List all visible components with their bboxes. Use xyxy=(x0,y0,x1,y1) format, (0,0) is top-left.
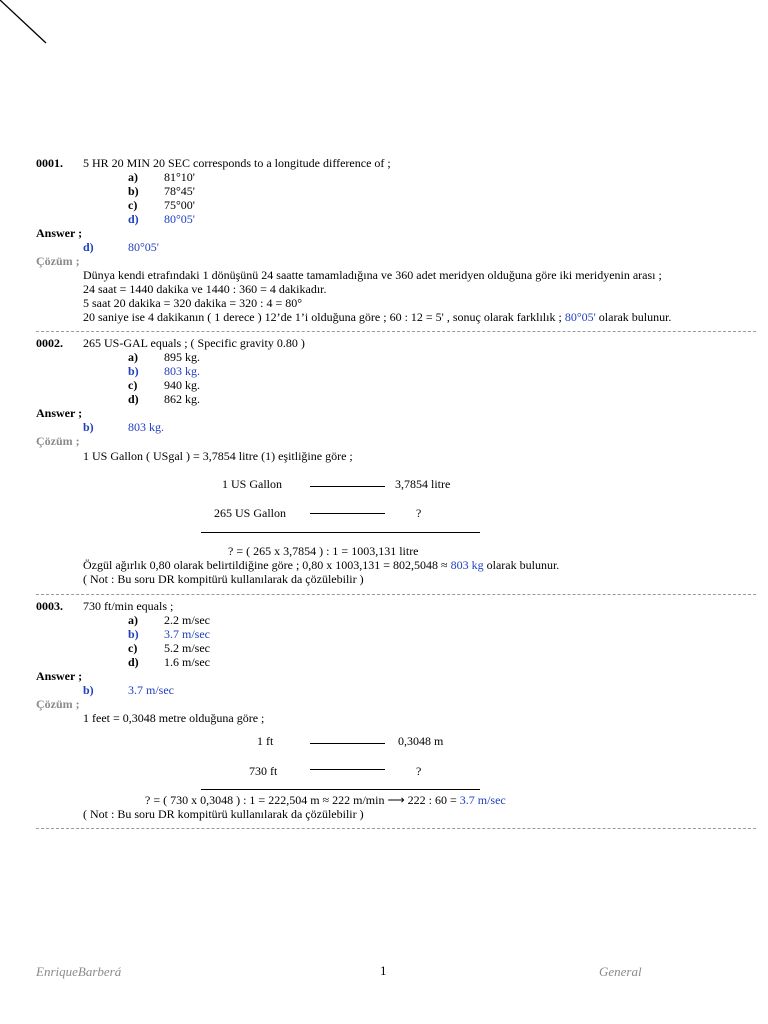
option-letter: c) xyxy=(128,641,138,655)
fraction-bar xyxy=(201,532,480,533)
solution-line: 1 feet = 0,3048 metre olduğuna göre ; xyxy=(83,711,265,725)
footer-section: General xyxy=(599,964,642,979)
option-text: 78°45' xyxy=(164,184,195,198)
option-text: 1.6 m/sec xyxy=(164,655,210,669)
question-number: 0002. xyxy=(36,336,63,350)
option-letter: d) xyxy=(128,212,139,226)
answer-text: 3.7 m/sec xyxy=(128,683,174,697)
note-line: ( Not : Bu soru DR kompitürü kullanılarak da çözülebilir ) xyxy=(83,807,364,821)
answer-label: Answer ; xyxy=(36,226,83,240)
corner-line xyxy=(0,0,60,60)
footer-author: EnriqueBarberá xyxy=(36,964,122,979)
cozum-label: Çözüm ; xyxy=(36,254,80,268)
proportion-right: ? xyxy=(416,764,422,778)
option-text: 80°05' xyxy=(164,212,195,226)
solution-line xyxy=(83,311,671,323)
answer-text: 80°05' xyxy=(128,240,159,254)
proportion-right: 0,3048 m xyxy=(398,734,444,748)
option-text: 81°10' xyxy=(164,170,195,184)
fraction-bar xyxy=(201,789,480,790)
proportion-left: 1 US Gallon xyxy=(222,477,282,491)
solution-line: 1 US Gallon ( USgal ) = 3,7854 litre (1) eşitliğine göre ; xyxy=(83,449,353,463)
answer-text: 803 kg. xyxy=(128,420,164,434)
proportion-line xyxy=(310,769,385,770)
note-line: ( Not : Bu soru DR kompitürü kullanılarak da çözülebilir ) xyxy=(83,572,364,586)
answer-letter: b) xyxy=(83,420,94,434)
proportion-left: 730 ft xyxy=(249,764,278,778)
solution-line: 24 saat = 1440 dakika ve 1440 : 360 = 4 dakikadır. xyxy=(83,282,327,296)
option-text: 862 kg. xyxy=(164,392,200,406)
separator xyxy=(36,828,756,829)
solution-text: olarak bulunur. xyxy=(486,558,560,572)
option-letter: a) xyxy=(128,170,138,184)
proportion-left: 265 US Gallon xyxy=(214,506,286,520)
separator xyxy=(36,331,756,332)
option-text: 803 kg. xyxy=(164,364,200,378)
proportion-left: 1 ft xyxy=(257,734,274,748)
option-text: 5.2 m/sec xyxy=(164,641,210,655)
option-letter: c) xyxy=(128,378,138,392)
proportion-right: 3,7854 litre xyxy=(395,477,451,491)
question-number: 0001. xyxy=(36,156,63,170)
option-text: 3.7 m/sec xyxy=(164,627,210,641)
question-text: 265 US-GAL equals ; ( Specific gravity 0.80 ) xyxy=(83,336,305,350)
option-letter: a) xyxy=(128,613,138,627)
solution-text: olarak bulunur. xyxy=(598,310,672,324)
solution-line: Dünya kendi etrafındaki 1 dönüşünü 24 saatte tamamladığına ve 360 adet meridyen olduğuna göre iki meridyenin arası ; xyxy=(83,268,662,282)
proportion-right: ? xyxy=(416,506,422,520)
answer-letter: b) xyxy=(83,683,94,697)
option-letter: b) xyxy=(128,364,139,378)
option-text: 2.2 m/sec xyxy=(164,613,210,627)
option-letter: a) xyxy=(128,350,138,364)
option-letter: b) xyxy=(128,627,139,641)
option-letter: d) xyxy=(128,392,139,406)
solution-text: 20 saniye ise 4 dakikanın ( 1 derece ) 12’de 1’i olduğuna göre ; 60 : 12 = 5' , sonuç olarak farklılık ; xyxy=(83,310,562,324)
solution-line: 5 saat 20 dakika = 320 dakika = 320 : 4 = 80° xyxy=(83,296,303,310)
proportion-line xyxy=(310,513,385,514)
question-text: 730 ft/min equals ; xyxy=(83,599,174,613)
question-text: 5 HR 20 MIN 20 SEC corresponds to a longitude difference of ; xyxy=(83,156,391,170)
question-number: 0003. xyxy=(36,599,63,613)
result-line: ? = ( 265 x 3,7854 ) : 1 = 1003,131 litre xyxy=(228,544,419,558)
solution-highlight: 80°05' xyxy=(564,310,596,324)
option-text: 940 kg. xyxy=(164,378,200,392)
separator xyxy=(36,594,756,595)
proportion-line xyxy=(310,486,385,487)
option-letter: d) xyxy=(128,655,139,669)
result-highlight: 3.7 m/sec xyxy=(459,793,506,807)
answer-letter: d) xyxy=(83,240,94,254)
result-text: ? = ( 730 x 0,3048 ) : 1 = 222,504 m ≈ 222 m/min ⟶ 222 : 60 = xyxy=(145,793,457,807)
option-text: 75°00' xyxy=(164,198,195,212)
cozum-label: Çözüm ; xyxy=(36,697,80,711)
answer-label: Answer ; xyxy=(36,669,83,683)
option-text: 895 kg. xyxy=(164,350,200,364)
option-letter: c) xyxy=(128,198,138,212)
solution-line xyxy=(83,559,559,571)
solution-text: Özgül ağırlık 0,80 olarak belirtildiğine göre ; 0,80 x 1003,131 = 802,5048 ≈ xyxy=(83,558,448,572)
solution-highlight: 803 kg xyxy=(450,558,484,572)
answer-label: Answer ; xyxy=(36,406,83,420)
option-letter: b) xyxy=(128,184,139,198)
proportion-line xyxy=(310,743,385,744)
cozum-label: Çözüm ; xyxy=(36,434,80,448)
page-number: 1 xyxy=(380,963,387,978)
result-line xyxy=(145,794,506,806)
